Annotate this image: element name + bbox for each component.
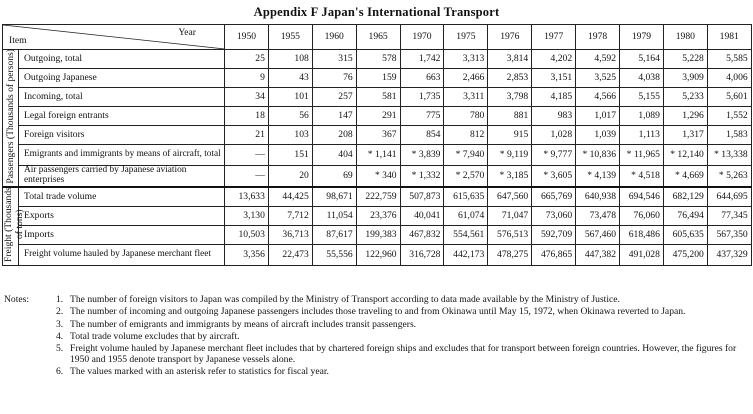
note-item [56, 320, 749, 331]
data-cell: 208 [312, 126, 356, 145]
row-label: Legal foreign entrants [19, 107, 225, 126]
passengers-group-label: Passengers (Thousands of persons) [5, 48, 16, 184]
note-number: 4. [56, 330, 64, 342]
data-cell: 199,383 [356, 225, 400, 244]
data-cell: 55,556 [312, 244, 356, 265]
passengers-group-cell [3, 50, 19, 187]
data-cell: 1,039 [576, 126, 620, 145]
data-cell: 915 [488, 126, 532, 145]
data-cell: 43 [268, 69, 312, 88]
data-cell: 22,473 [268, 244, 312, 265]
data-cell: * 7,940 [444, 145, 488, 166]
year-header: 1978 [576, 25, 620, 50]
data-cell: 854 [400, 126, 444, 145]
item-year-header [3, 25, 225, 50]
data-cell: 682,129 [663, 187, 707, 207]
data-cell: 69 [312, 166, 356, 187]
data-cell: 578 [356, 50, 400, 69]
freight-group-cell [3, 187, 25, 266]
data-cell: * 10,836 [576, 145, 620, 166]
data-cell: 5,164 [620, 50, 664, 69]
data-cell: — [225, 145, 269, 166]
data-cell: 437,329 [707, 244, 751, 265]
data-cell: 3,798 [488, 88, 532, 107]
row-label: Total trade volume [19, 187, 225, 207]
data-cell: 1,317 [663, 126, 707, 145]
data-cell: * 12,140 [663, 145, 707, 166]
data-cell: — [225, 166, 269, 187]
data-cell: * 4,518 [620, 166, 664, 187]
year-header: 1981 [707, 25, 751, 50]
year-header: 1977 [532, 25, 576, 50]
data-cell: 592,709 [532, 225, 576, 244]
data-cell: * 2,570 [444, 166, 488, 187]
data-cell: 812 [444, 126, 488, 145]
note-number: 5. [56, 343, 64, 355]
data-cell: 1,296 [663, 107, 707, 126]
data-cell: 615,635 [444, 187, 488, 207]
passenger-section [3, 50, 752, 187]
freight-group-label: Freight (Thousands of tons) [3, 187, 25, 262]
data-cell: 447,382 [576, 244, 620, 265]
data-cell: 3,311 [444, 88, 488, 107]
data-cell: 475,200 [663, 244, 707, 265]
data-cell: 11,054 [312, 206, 356, 225]
note-item [56, 332, 749, 343]
data-cell: 44,425 [268, 187, 312, 207]
data-cell: 5,233 [663, 88, 707, 107]
note-item [56, 344, 749, 366]
data-cell: 567,460 [576, 225, 620, 244]
data-cell: 98,671 [312, 187, 356, 207]
year-header: 1980 [663, 25, 707, 50]
data-cell: 3,151 [532, 69, 576, 88]
data-cell: 663 [400, 69, 444, 88]
data-cell: * 5,263 [707, 166, 751, 187]
notes-section [4, 295, 749, 380]
row-label: Freight volume hauled by Japanese merchant fleet [19, 244, 225, 265]
data-cell: 103 [268, 126, 312, 145]
data-cell: 291 [356, 107, 400, 126]
table-row [3, 88, 752, 107]
data-cell: 108 [268, 50, 312, 69]
data-cell: 507,873 [400, 187, 444, 207]
data-cell: 576,513 [488, 225, 532, 244]
row-label: Exports [19, 206, 225, 225]
table-row [3, 126, 752, 145]
data-cell: * 4,669 [663, 166, 707, 187]
data-cell: 983 [532, 107, 576, 126]
data-cell: 315 [312, 50, 356, 69]
data-cell: 36,713 [268, 225, 312, 244]
data-cell: 442,173 [444, 244, 488, 265]
row-label: Outgoing Japanese [19, 69, 225, 88]
year-header: 1976 [488, 25, 532, 50]
data-cell: 10,503 [225, 225, 269, 244]
table-row [3, 166, 752, 187]
row-label: Emigrants and immigrants by means of aircraft, total [19, 145, 225, 166]
year-header: 1970 [400, 25, 444, 50]
data-cell: 101 [268, 88, 312, 107]
table-row [3, 69, 752, 88]
data-cell: * 3,839 [400, 145, 444, 166]
data-cell: 13,633 [225, 187, 269, 207]
data-cell: 76 [312, 69, 356, 88]
data-cell: 5,585 [707, 50, 751, 69]
data-cell: 467,832 [400, 225, 444, 244]
note-item [56, 295, 749, 306]
data-cell: 4,006 [707, 69, 751, 88]
data-cell: 122,960 [356, 244, 400, 265]
data-cell: 618,486 [620, 225, 664, 244]
data-cell: 23,376 [356, 206, 400, 225]
data-cell: * 9,777 [532, 145, 576, 166]
data-cell: 4,185 [532, 88, 576, 107]
note-text: Total trade volume excludes that by aircraft. [70, 330, 240, 342]
data-cell: 605,635 [663, 225, 707, 244]
data-cell: 404 [312, 145, 356, 166]
row-label: Incoming, total [19, 88, 225, 107]
note-item [56, 307, 749, 318]
notes-label: Notes: [4, 294, 30, 305]
data-cell: * 1,332 [400, 166, 444, 187]
data-cell: 1,742 [400, 50, 444, 69]
data-cell: 3,356 [225, 244, 269, 265]
note-item [56, 367, 749, 378]
note-number: 6. [56, 366, 64, 378]
item-label: Item [9, 35, 27, 46]
data-cell: 644,695 [707, 187, 751, 207]
data-cell: 5,228 [663, 50, 707, 69]
data-cell: 1,089 [620, 107, 664, 126]
page-title: Appendix F Japan's International Transport [253, 5, 500, 19]
data-cell: 780 [444, 107, 488, 126]
transport-table [2, 24, 752, 266]
data-cell: 775 [400, 107, 444, 126]
freight-section [3, 187, 752, 266]
data-cell: 581 [356, 88, 400, 107]
note-text: The number of incoming and outgoing Japanese passengers includes those traveling to and from Okinawa until May 15, 1972, when Okinawa reverted to Japan. [70, 306, 686, 318]
data-cell: 665,769 [532, 187, 576, 207]
data-cell: 73,060 [532, 206, 576, 225]
data-cell: 9 [225, 69, 269, 88]
data-cell: 4,592 [576, 50, 620, 69]
data-cell: 151 [268, 145, 312, 166]
data-cell: 3,909 [663, 69, 707, 88]
data-cell: 159 [356, 69, 400, 88]
data-cell: 316,728 [400, 244, 444, 265]
data-cell: 1,735 [400, 88, 444, 107]
data-cell: 21 [225, 126, 269, 145]
data-cell: 257 [312, 88, 356, 107]
table-row [3, 225, 752, 244]
year-header: 1960 [312, 25, 356, 50]
note-number: 1. [56, 294, 64, 305]
data-cell: 25 [225, 50, 269, 69]
data-cell: 4,566 [576, 88, 620, 107]
data-cell: 3,130 [225, 206, 269, 225]
data-cell: 73,478 [576, 206, 620, 225]
row-label: Foreign visitors [19, 126, 225, 145]
data-cell: * 4,139 [576, 166, 620, 187]
note-number: 2. [56, 306, 64, 318]
table-row [3, 187, 752, 207]
data-cell: 4,038 [620, 69, 664, 88]
data-cell: 640,938 [576, 187, 620, 207]
table-row [3, 244, 752, 265]
header-row [3, 25, 752, 50]
table-row [3, 206, 752, 225]
table-row [3, 145, 752, 166]
data-cell: 18 [225, 107, 269, 126]
data-cell: 1,552 [707, 107, 751, 126]
row-label: Outgoing, total [19, 50, 225, 69]
data-cell: 1,113 [620, 126, 664, 145]
data-cell: 567,350 [707, 225, 751, 244]
data-cell: 76,494 [663, 206, 707, 225]
data-cell: 222,759 [356, 187, 400, 207]
note-text: The number of emigrants and immigrants by means of aircraft includes transit passengers. [70, 318, 417, 330]
year-header: 1955 [268, 25, 312, 50]
data-cell: 647,560 [488, 187, 532, 207]
data-cell: 2,853 [488, 69, 532, 88]
table-row [3, 50, 752, 69]
data-cell: 1,028 [532, 126, 576, 145]
data-cell: 881 [488, 107, 532, 126]
data-cell: * 13,338 [707, 145, 751, 166]
data-cell: 3,525 [576, 69, 620, 88]
data-cell: 61,074 [444, 206, 488, 225]
row-label: Air passengers carried by Japanese aviation enterprises [19, 166, 225, 187]
data-cell: 71,047 [488, 206, 532, 225]
data-cell: 694,546 [620, 187, 664, 207]
table-row [3, 107, 752, 126]
note-text: The values marked with an asterisk refer to statistics for fiscal year. [70, 366, 329, 378]
data-cell: 554,561 [444, 225, 488, 244]
year-header: 1950 [225, 25, 269, 50]
data-cell: * 3,605 [532, 166, 576, 187]
data-cell: 1,017 [576, 107, 620, 126]
data-cell: * 340 [356, 166, 400, 187]
data-cell: 40,041 [400, 206, 444, 225]
data-cell: 478,275 [488, 244, 532, 265]
data-cell: 3,313 [444, 50, 488, 69]
data-cell: 34 [225, 88, 269, 107]
data-cell: 2,466 [444, 69, 488, 88]
data-cell: 367 [356, 126, 400, 145]
data-cell: 7,712 [268, 206, 312, 225]
data-cell: 76,060 [620, 206, 664, 225]
data-cell: * 1,141 [356, 145, 400, 166]
note-text: Freight volume hauled by Japanese merchant fleet includes that by chartered foreign ships and excludes that for transport between foreign countries. However, the figures for 1950 and 1955 denote transport by Japanese vessels alone. [70, 343, 737, 365]
data-cell: 3,814 [488, 50, 532, 69]
data-cell: * 9,119 [488, 145, 532, 166]
data-cell: 5,155 [620, 88, 664, 107]
note-text: The number of foreign visitors to Japan was compiled by the Ministry of Transport according to data made available by the Ministry of Justice. [70, 294, 620, 305]
data-cell: 56 [268, 107, 312, 126]
data-cell: 20 [268, 166, 312, 187]
data-cell: 1,583 [707, 126, 751, 145]
data-cell: * 3,185 [488, 166, 532, 187]
data-cell: 147 [312, 107, 356, 126]
data-cell: 4,202 [532, 50, 576, 69]
data-cell: 476,865 [532, 244, 576, 265]
data-cell: 5,601 [707, 88, 751, 107]
data-cell: 491,028 [620, 244, 664, 265]
notes-list [4, 295, 749, 378]
note-number: 3. [56, 318, 64, 330]
data-cell: 87,617 [312, 225, 356, 244]
year-header: 1979 [620, 25, 664, 50]
year-header: 1965 [356, 25, 400, 50]
data-cell: 77,345 [707, 206, 751, 225]
year-label: Year [178, 27, 196, 38]
data-cell: * 11,965 [620, 145, 664, 166]
row-label: Imports [19, 225, 225, 244]
year-header: 1975 [444, 25, 488, 50]
